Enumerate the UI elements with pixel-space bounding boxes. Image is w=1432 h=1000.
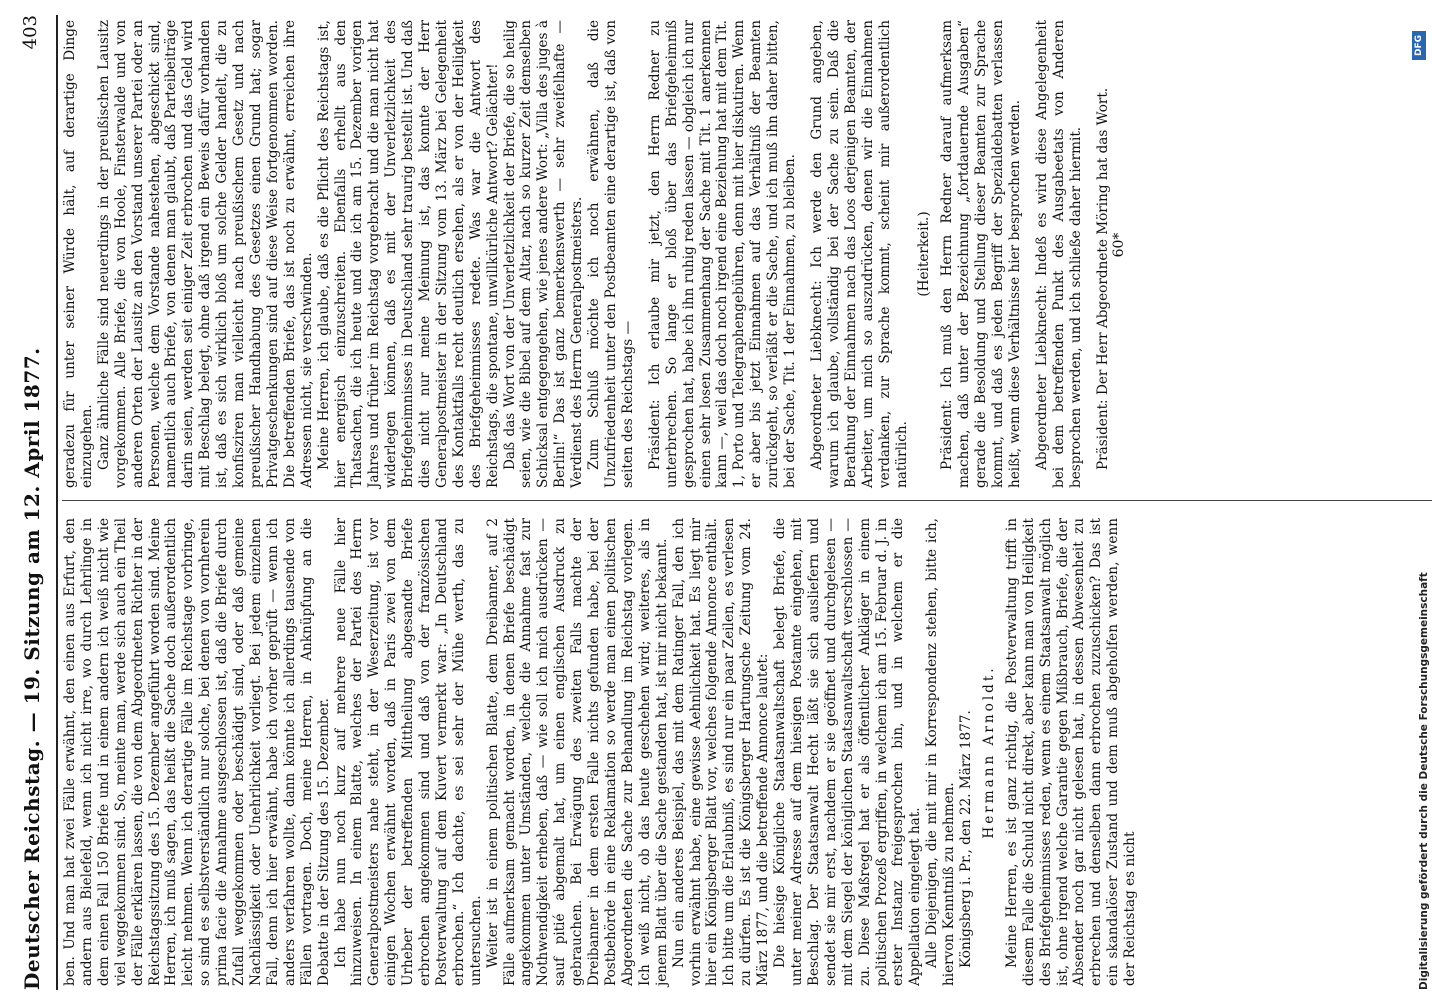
paragraph: geradezu für unter seiner Würde hält, auf derartige Dinge einzugehen. <box>62 20 95 488</box>
paragraph: Daß das Wort von der Unverletzlichkeit der Briefe, die so heilig seien, wie die Bibel auf dem Altar, nach so kurzer Zeit demselben Schicksal entgegengehen, wie jenes andere Wort: „Villa des juges à Berlin!“ Das ist ganz bemerkenswerth — sehr zweifelhafte — Verdienst des Herrn Generalpostmeisters. <box>501 20 586 488</box>
paragraph: Zum Schluß möchte ich noch erwähnen, daß die Unzufriedenheit unter den Postbeamten eine derartige ist, daß von seiten des Reichstags — <box>586 20 636 488</box>
president-speech: Präsident: Der Herr Abgeordnete Möring hat das Wort. <box>1094 87 1111 470</box>
dfg-logo: DFG <box>1412 31 1426 60</box>
president-speech: Präsident: Ich erlaube mir jetzt, den Herrn Redner zu unterbrechen. So lange er bloß über das Briefgeheimniß gesprochen hat, habe ich ihn ruhig reden lassen — obgleich ich nur einen sehr losen Zusammenhang der Sache mit Tit. 1 anerkennen kann —, weil das doch noch irgend eine Beziehung hat mit dem Tit. 1, Porto und Telegraphengebühren, denn mit hier diskutiren. Wenn er aber bis jetzt Einnahmen auf das Verhältniß der Beamten zurückgeht, so verläßt er die Sache, und ich muß ihn daher bitten, bei der Sache, Tit. 1 der Einnahmen, zu bleiben. <box>646 20 799 488</box>
paragraph: Meine Herren, es ist ganz richtig, die Postverwaltung trifft in diesem Falle die Schuld nicht direkt, aber kann man von Heiligkeit des Briefgeheimnisses reden, wenn es einem Staatsanwalt möglich ist, ohne irgend welche Garantie gegen Mißbrauch, Briefe, die der Absender noch gar nicht gelesen hat, in dessen Abwesenheit zu erbrechen und denselben dann erbrochen zuzuschicken? Das ist ein skandalöser Zustand und dem muß abgeholfen werden, wenn der Reichstag es nicht <box>1003 518 1139 986</box>
paragraph: Meine Herren, ich glaube, daß es die Pflicht des Reichstags ist, hier energisch einzuschreiten. Ebenfalls erhellt aus den Thatsachen, die ich heute und die ich am 15. Dezember vorigen Jahres und früher im Reichstag vorgebracht und die man nicht hat widerlegen können, daß es mit der Unverletzlichkeit des Briefgeheimnisses in Deutschland sehr traurig bestellt ist. Und daß dies nicht nur meine Meinung ist, das konnte der Herr Generalpostmeister in der Sitzung vom 13. März bei Gelegenheit des Kontaktfalls recht deutlich ersehen, als er von der Heiligkeit des Briefgeheimnisses redete. Was war die Antwort des Reichstags, die spontane, unwillkürliche Antwort? Gelächter! <box>315 20 501 488</box>
left-column <box>62 518 1139 986</box>
paragraph: Nun ein anderes Beispiel, das mit dem Ratinger Fall, den ich vorhin erwähnt habe, eine gewisse Aehnlichkeit hat. Es liegt mir hier ein Königsberger Blatt vor, welches folgende Annonce enthält. Ich bitte um die Erlaubniß, es sind nur ein paar Zeilen, es verlesen zu dürfen. Es ist die Königsberger Hartungsche Zeitung vom 24. März 1877, und die betreffende Annonce lautet: <box>670 518 772 986</box>
header-rule <box>56 15 58 990</box>
dateline: Königsberg i. Pr., den 22. März 1877. <box>958 710 975 968</box>
page-number: 403 <box>20 15 41 50</box>
paragraph: Weiter ist in einem politischen Blatte, dem Dreibanner, auf 2 Fälle aufmerksam gemacht worden, in denen Briefe beschädigt angekommen unter Umständen, welche die Annahme fast zur Nothwendigkeit erheben, daß — wie soll ich mich ausdrücken — sauf pitié abgemalt hat, um einen englischen Ausdruck zu gebrauchen. Bei Erwägung des zweiten Falls machte der Dreibanner in dem ersten Falle nichts gefunden habe, bei der Postbehörde in eine Reklamation so werde man einen politischen Abgeordneten die Sache zur Behandlung im Reichstag vorlegen. Ich weiß nicht, ob das heute geschehen wird; weiteres, als in jenem Blatt über die Sache gestanden hat, ist mir nicht bekannt. <box>484 518 670 986</box>
paragraph: Ganz ähnliche Fälle sind neuerdings in der preußischen Lausitz vorgekommen. Alle Briefe, die von Hoole, Finsterwalde und von anderen Orten der Lausitz an den Vorstand unserer Partei oder an Personen, welche dem Vorstande nahestehen, abgeschickt sind, namentlich auch Briefe, von denen man glaubt, daß Parteibeiträge darin seien, werden seit einiger Zeit erbrochen und das Geld wird mit Beschlag belegt, ohne daß irgend ein Beweis dafür vorhanden ist, daß es sich wirklich bloß um solche Gelder handelt, die zu konfisziren man vielleicht nach preußischem Gesetz und nach preußischer Handhabung des Gesetzes einen Grund hat; sogar Privatgeschenkungen sind auf diese Weise fortgenommen worden. Die betreffenden Briefe, das ist noch zu erwähnt, erreichen ihre Adressen nicht, sie verschwinden. <box>95 20 315 488</box>
paragraph: Alle Diejenigen, die mit mir in Korrespondenz stehen, bitte ich, hiervon Kenntniß zu nehmen. <box>924 518 958 986</box>
running-head: Deutscher Reichstag. — 19. Sitzung am 12. April 1877. <box>20 347 44 990</box>
quoted-annonce: Die hiesige Königliche Staatsanwaltschaft belegt Briefe, die unter meiner Adresse auf dem hiesigen Postamte eingehen, mit Beschlag. Der Staatsanwalt Hecht läßt sie sich ausliefern und sendet sie mir erst, nachdem er sie geöffnet und durchgelesen — mit dem Siegel der königlichen Staatsanwaltschaft verschlossen — zu. Diese Maßregel hat er als öffentlicher Ankläger in einem politischen Prozeß ergriffen, in welchem ich am 15. Februar d. J. in erster Instanz freigesprochen bin, und in welchem er die Appellation eingelegt hat. <box>772 518 924 986</box>
interjection: (Heiterkeit.) <box>916 211 933 297</box>
signature-mark: 60* <box>1111 232 1128 258</box>
liebknecht-speech: Abgeordneter Liebknecht: Indeß es wird diese Angelegenheit bei dem betreffenden Punkt des Ausgabeetats von Anderen besprochen werden, und ich schließe daher hiermit. <box>1033 20 1084 488</box>
page-header <box>14 15 54 990</box>
column-divider <box>62 500 1432 501</box>
president-speech: Präsident: Ich muß den Herrn Redner darauf aufmerksam machen, daß unter der Bezeichnung „fortdauernde Ausgaben“ gerade die Besoldung und Stellung dieser Beamten zur Sprache kommt, und daß es jeden Begriff der Spezialdebatten verlassen heißt, wenn diese Verhältnisse hier besprochen werden. <box>939 20 1023 488</box>
paragraph: Ich habe nun noch kurz auf mehrere neue Fälle hier hinzuweisen. In einem Blatte, welches der Partei des Herrn Generalpostmeisters nahe steht, in der Weserzeitung, ist vor einigen Wochen erwähnt worden, daß in Paris zwei von dem Urheber der betreffenden Mittheilung abgesandte Briefe erbrochen angekommen sind und daß von der französischen Postverwaltung auf dem Kuvert vermerkt war: „In Deutschland erbrochen.“ Ich dachte, es sei sehr der Mühe werth, das zu untersuchen. <box>332 518 484 986</box>
liebknecht-speech: Abgeordneter Liebknecht: Ich werde den Grund angeben, warum ich glaube, vollständig bei der Sache zu sein. Daß die Berathung der Einnahmen nach das Loos derjenigen Beamten, der Arbeiter, um mich so auszudrücken, denen wir die Einnahmen verdanken, zur Sprache kommt, scheint mir außerordentlich natürlich. <box>808 20 910 488</box>
right-column <box>62 20 1128 488</box>
signature-name: Hermann Arnoldt. <box>980 665 997 839</box>
digitization-note: Digitalisierung gefördert durch die Deutsche Forschungsgemeinschaft <box>1418 572 1430 990</box>
paragraph: ben. Und man hat zwei Fälle erwähnt, den einen aus Erfurt, den andern aus Bielefeld, wenn ich nicht irre, wo durch Lehrlinge in dem einen Fall 150 Briefe und in einem andern ich weiß nicht wie viel weggekommen sind. So, meinte man, werde sich auch ein Theil der Fälle erklären lassen, die von dem Abgeordneten Richter in der Reichstagssitzung des 15. Dezember angeführt worden sind. Meine Herren, ich muß sagen, das heißt die Sache doch außerordentlich leicht nehmen. Wenn ich derartige Fälle im Reichstage vorbringe, so sind es selbstverständlich nur solche, bei denen von vornherein prima facie die Annahme ausgeschlossen ist, daß die Briefe durch Zufall weggekommen oder beschädigt sind, oder daß gemeine Nachlässigkeit oder Unehrlichkeit vorliegt. Bei jedem einzelnen Fall, denn ich hier erwähnt, habe ich vorher geprüft — wenn ich anders verfahren wollte, dann könnte ich allerdings tausende von Fällen vortragen. Doch, meine Herren, in Anknüpfung an die Debatte in der Sitzung des 15. Dezember. <box>62 518 332 986</box>
